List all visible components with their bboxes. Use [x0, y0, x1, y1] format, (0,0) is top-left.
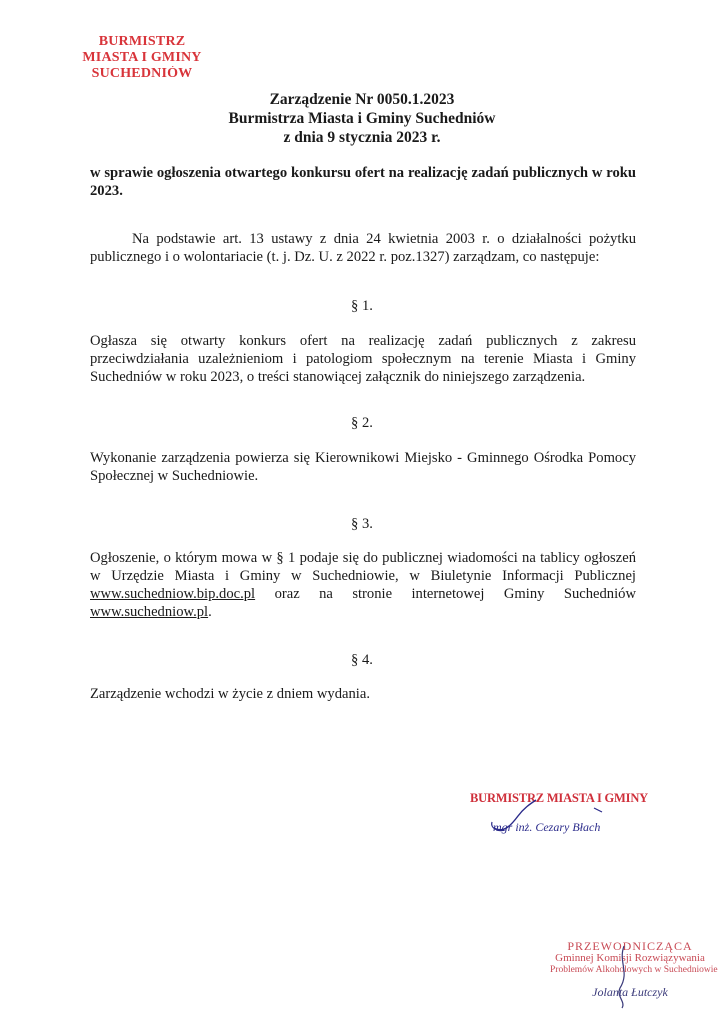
commission-signature: [608, 942, 638, 1012]
order-number: Zarządzenie Nr 0050.1.2023: [269, 91, 455, 108]
order-date: z dnia 9 stycznia 2023 r.: [283, 129, 441, 146]
section-3-line-2: w Urzędzie Miasta i Gminy w Suchedniowie, w Biuletynie Informacji Publicznej: [90, 568, 636, 584]
commission-stamp-line-3: Problemów Alkoholowych w Suchedniowie: [550, 965, 718, 975]
section-3-line-3: [90, 585, 636, 603]
commission-stamp-title: PRZEWODNICZĄCA: [567, 939, 693, 953]
stamp-line-2: MIASTA I GMINY: [82, 50, 202, 65]
commission-chair-name: Jolanta Łutczyk: [592, 985, 668, 999]
section-3-line-3-rest: oraz na stronie internetowej Gminy Suchedniów: [274, 586, 636, 602]
section-3-text: [90, 549, 636, 621]
section-3-number: § 3.: [351, 516, 373, 532]
commission-stamp-line-2: Gminnej Komisji Rozwiązywania: [555, 952, 705, 964]
issuer: Burmistrza Miasta i Gminy Suchedniów: [228, 110, 496, 127]
preamble: Na podstawie art. 13 ustawy z dnia 24 kwietnia 2003 r. o działalności pożytku publicznego i o wolontariacie (t. j. Dz. U. z 2022 r. poz.1327) zarządzam, co następuje:: [90, 231, 636, 265]
section-4-number: § 4.: [351, 652, 373, 668]
section-1-number: § 1.: [351, 298, 373, 314]
stamp-line-3: SUCHEDNIÓW: [91, 66, 193, 78]
section-2-number: § 2.: [351, 415, 373, 431]
section-1-text: Ogłasza się otwarty konkurs ofert na realizację zadań publicznych z zakresu przeciwdziałania uzależnieniom i patologiom społecznym na terenie Miasta i Gminy Suchedniów w roku 2023, o treści stanowiącej załącznik do niniejszego zarządzenia.: [90, 333, 636, 385]
bip-link[interactable]: www.suchedniow.bip.doc.pl: [90, 586, 256, 602]
section-3-end: .: [208, 604, 212, 620]
signature-stamp: BURMISTRZ MIASTA I GMINY: [470, 791, 648, 805]
document-heading: [0, 90, 724, 147]
section-3-line-1: Ogłoszenie, o którym mowa w § 1 podaje się do publicznej wiadomości na tablicy ogłoszeń: [90, 550, 636, 566]
signatory-name: mgr inż. Cezary Błach: [493, 820, 601, 834]
document-subject: w sprawie ogłoszenia otwartego konkursu ofert na realizację zadań publicznych w roku 2023.: [90, 165, 636, 199]
stamp-line-1: BURMISTRZ: [98, 34, 186, 49]
section-2-text: Wykonanie zarządzenia powierza się Kierownikowi Miejsko - Gminnego Ośrodka Pomocy Społecznej w Suchedniowie.: [90, 450, 636, 484]
section-4-text: Zarządzenie wchodzi w życie z dniem wydania.: [90, 686, 370, 702]
website-link[interactable]: www.suchedniow.pl: [90, 604, 209, 620]
mayor-stamp: [76, 34, 208, 78]
section-3-line-4: [90, 603, 636, 621]
